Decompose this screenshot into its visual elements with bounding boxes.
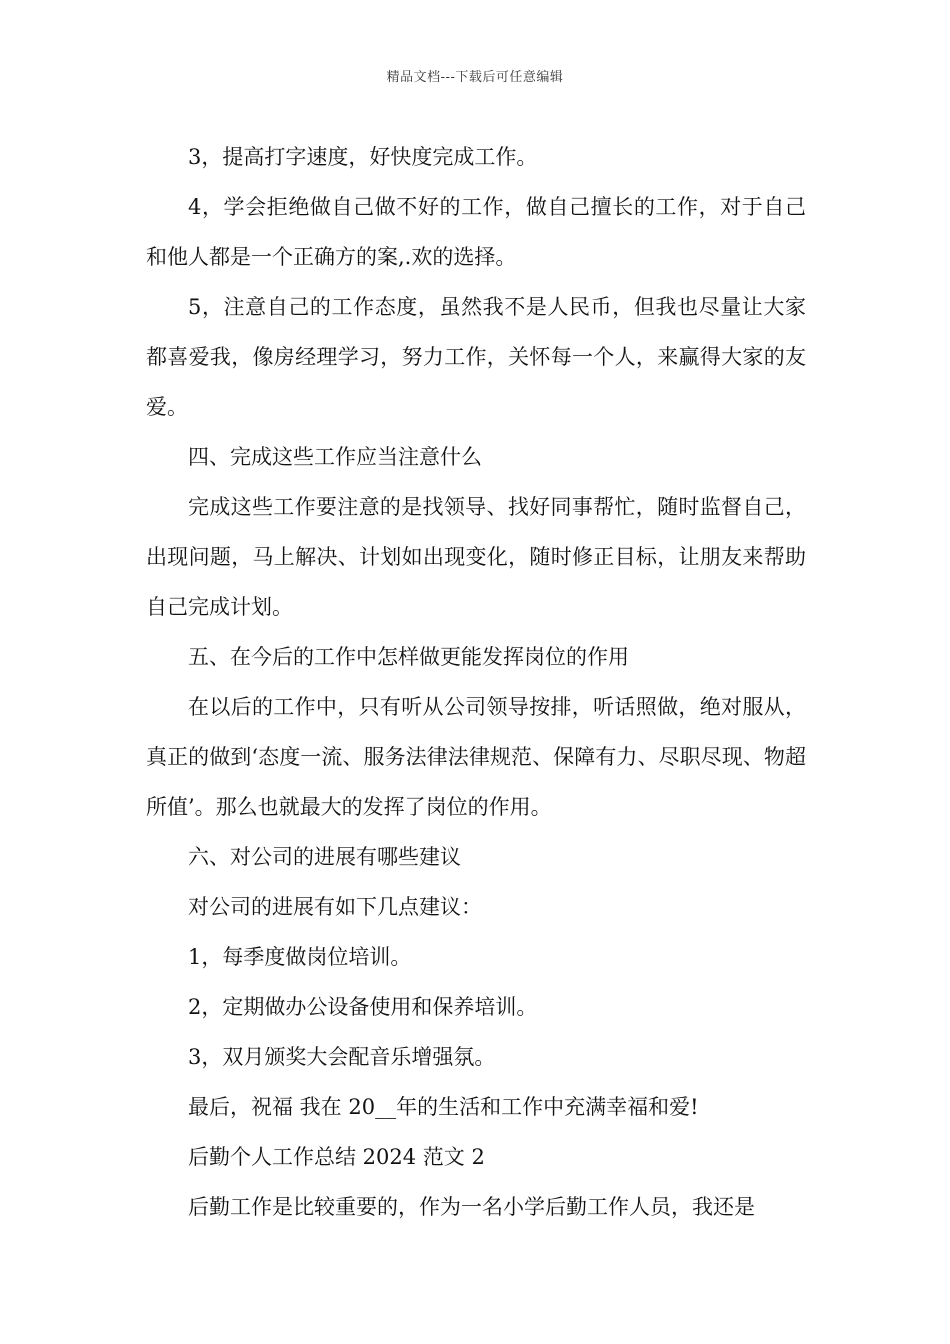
suggestion-item-1: 1，每季度做岗位培训。: [188, 945, 412, 969]
paragraph-closing: 最后，祝福 我在 20__年的生活和工作中充满幸福和爱!: [188, 1095, 699, 1119]
section-heading-5: 五、在今后的工作中怎样做更能发挥岗位的作用: [188, 645, 629, 669]
paragraph-notes: 完成这些工作要注意的是找领导、找好同事帮忙，随时监督自己，出现问题，马上解决、计划如出现变化，随时修正目标，让朋友来帮助自己完成计划。: [146, 495, 806, 619]
section-heading-4: 四、完成这些工作应当注意什么: [188, 445, 482, 469]
paragraph-intro-2: 后勤工作是比较重要的，作为一名小学后勤工作人员，我还是: [188, 1195, 755, 1219]
paragraph-future-role: 在以后的工作中，只有听从公司领导按排，听话照做，绝对服从，真正的做到‘态度一流、服务法律法律规范、保障有力、尽职尽现、物超所值’。那么也就最大的发挥了岗位的作用。: [146, 695, 806, 819]
section-heading-6: 六、对公司的进展有哪些建议: [188, 845, 461, 869]
paragraph-item-3: 3，提高打字速度，好快度完成工作。: [188, 145, 538, 169]
document-subtitle: 后勤个人工作总结 2024 范文 2: [188, 1145, 485, 1169]
suggestion-item-2: 2，定期做办公设备使用和保养培训。: [188, 995, 538, 1019]
paragraph-item-5: 5，注意自己的工作态度，虽然我不是人民币，但我也尽量让大家都喜爱我，像房经理学习，努力工作，关怀每一个人，来赢得大家的友爱。: [146, 295, 806, 419]
document-body: [146, 132, 806, 1232]
paragraph-suggestions-intro: 对公司的进展有如下几点建议：: [188, 895, 482, 919]
suggestion-item-3: 3，双月颁奖大会配音乐增强氛。: [188, 1045, 496, 1069]
paragraph-item-4: 4，学会拒绝做自己做不好的工作，做自己擅长的工作，对于自己和他人都是一个正确方的案,.欢的选择。: [146, 195, 806, 269]
page-header: 精品文档---下载后可任意编辑: [386, 70, 564, 85]
